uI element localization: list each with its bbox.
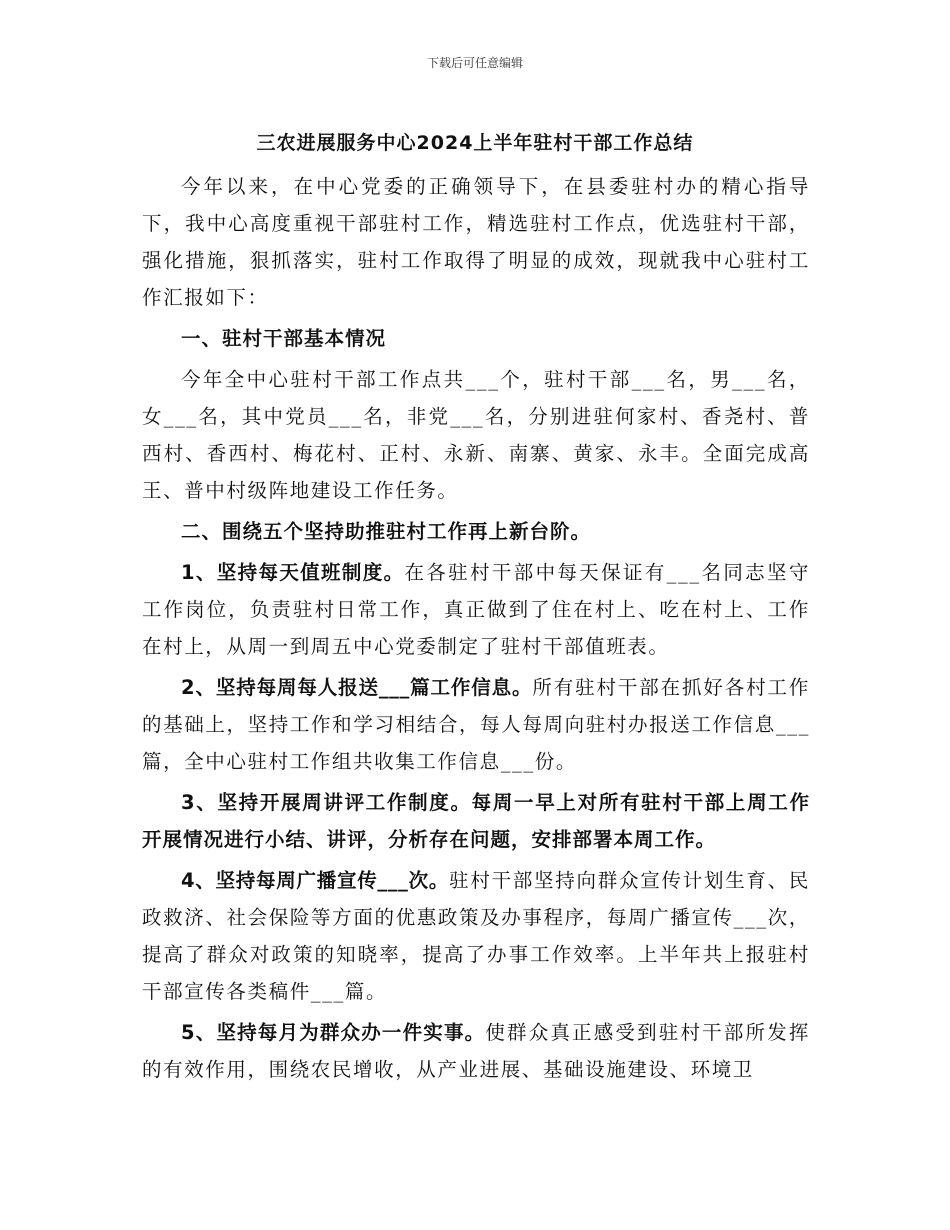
item-2-paragraph [142,669,810,780]
item-2-body: 所有驻村干部在抓好各村工作的基础上，坚持工作和学习相结合，每人每周向驻村办报送工作信息___篇，全中心驻村工作组共收集工作信息___份。 [142,676,810,773]
document-body [142,168,810,1088]
item-1-body: 在各驻村干部中每天保证有___名同志坚守工作岗位，负责驻村日常工作，真正做到了住在村上、吃在村上、工作在村上，从周一到周五中心党委制定了驻村干部值班表。 [142,561,810,658]
item-5-body: 使群众真正感受到驻村干部所发挥的有效作用，围绕农民增收，从产业进展、基础设施建设、环境卫 [142,1021,810,1081]
item-1-paragraph [142,554,810,665]
item-5-paragraph [142,1014,810,1088]
item-2-lead: 2、坚持每周每人报送___篇工作信息。 [181,676,533,699]
item-4-body: 驻村干部坚持向群众宣传计划生育、民政救济、社会保险等方面的优惠政策及办事程序，每周广播宣传___次，提高了群众对政策的知晓率，提高了办事工作效率。上半年共上报驻村干部宣传各类稿件___篇。 [142,869,810,1003]
section-1-heading: 一、驻村干部基本情况 [181,327,387,350]
intro-paragraph: 今年以来，在中心党委的正确领导下，在县委驻村办的精心指导下，我中心高度重视干部驻村工作，精选驻村工作点，优选驻村干部，强化措施，狠抓落实，驻村工作取得了明显的成效，现就我中心驻村工作汇报如下： [142,175,810,309]
section-1-paragraph: 今年全中心驻村干部工作点共___个，驻村干部___名，男___名，女___名，其中党员___名，非党___名，分别进驻何家村、香尧村、普西村、香西村、梅花村、正村、永新、南寨、黄家、永丰。全面完成高王、普中村级阵地建设工作任务。 [142,368,810,502]
document-title: 三农进展服务中心2024上半年驻村干部工作总结 [256,132,694,154]
header-note: 下载后可任意编辑 [426,56,523,70]
item-3-paragraph: 3、坚持开展周讲评工作制度。每周一早上对所有驻村干部上周工作开展情况进行小结、讲评，分析存在问题，安排部署本周工作。 [142,791,810,851]
item-5-lead: 5、坚持每月为群众办一件实事。 [181,1021,486,1044]
section-2-heading: 二、围绕五个坚持助推驻村工作再上新台阶。 [181,520,592,543]
item-4-lead: 4、坚持每周广播宣传___次。 [181,869,450,892]
item-4-paragraph [142,862,810,1010]
item-1-lead: 1、坚持每天值班制度。 [181,561,405,584]
